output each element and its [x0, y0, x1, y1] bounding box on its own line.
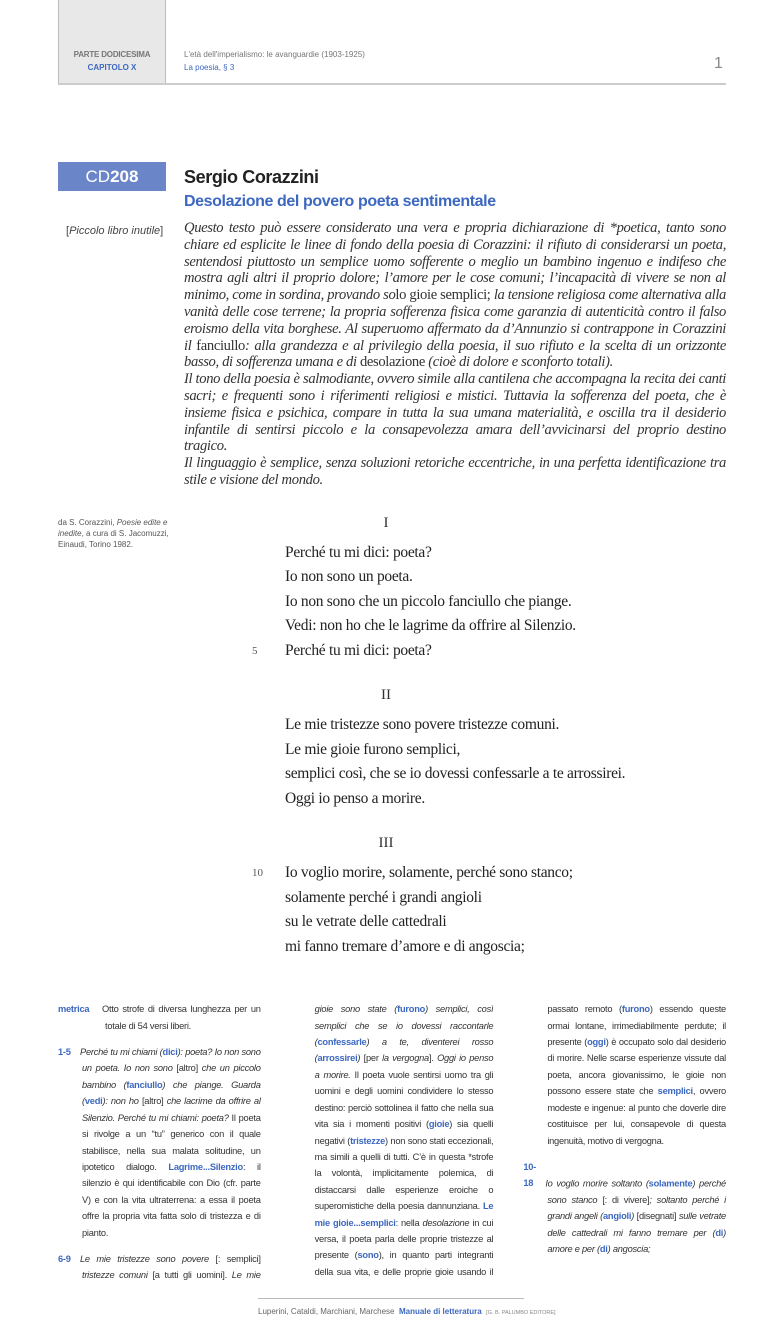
verse-row — [184, 762, 726, 787]
verse-row — [184, 639, 726, 664]
text-segment: , ovvero modeste e ingenue: al punto che doverle dire costituisce per lui, consapevole di questa ingenuità, motivo di vergogna. — [547, 1086, 726, 1146]
poem — [184, 513, 726, 982]
text-segment: [disegnati] — [636, 1211, 679, 1222]
verse-line: Io non sono un poeta. — [285, 568, 413, 586]
glossed-word: oggi — [587, 1037, 606, 1048]
text-segment: che lacrime da offrire al Silenzio. Perché tu mi chiami: poeta? — [82, 1096, 261, 1123]
verse-row — [184, 590, 726, 615]
stanza — [184, 685, 726, 811]
stanza-numeral: III — [378, 835, 394, 852]
collection-name: Piccolo libro inutile — [69, 225, 161, 237]
bracket: ] — [160, 225, 164, 237]
text-segment: [a tutti gli uomini]. — [152, 1270, 232, 1281]
glossed-word: sono — [357, 1250, 379, 1261]
text-segment: [per — [363, 1053, 383, 1064]
text-segment: ) a te, diventerei rosso ( — [314, 1037, 494, 1064]
stanza-numeral: II — [381, 687, 391, 704]
verse-line: mi fanno tremare d’amore e di angoscia; — [285, 937, 525, 955]
verse-line: Perché tu mi dici: poeta? — [285, 543, 432, 561]
verse-row — [184, 565, 726, 590]
cd-prefix: CD — [85, 167, 111, 186]
poem-row — [58, 513, 726, 982]
collection-label — [58, 220, 184, 238]
text-segment: Le mie tristezze sono povere — [80, 1253, 216, 1264]
text-segment: Io voglio morire soltanto ( — [545, 1178, 649, 1189]
footnote-label: metrica — [58, 1004, 90, 1015]
glossed-word: Le mie gioie...semplici — [314, 1201, 494, 1228]
text-segment: ) — [631, 1211, 637, 1222]
text-segment: ), in quanto parti integranti della sua vita, e delle proprie gioie usando il passato remoto ( — [314, 1004, 622, 1277]
header-divider — [58, 83, 726, 85]
text-segment: ) perché sono stanco — [547, 1178, 726, 1205]
glossed-word: Lagrime...Silenzio — [168, 1161, 243, 1172]
footer — [258, 1307, 726, 1316]
poem-title: Desolazione del povero poeta sentimentale — [184, 193, 496, 210]
text-segment: la tensione religiosa come alternativa alla vanità delle cose terrene; la propria sofferenza fisica come garanzia di autenticità contro il falso eroismo della vita borghese. Al superuomo affermato da d’Annunzio si contrappone in Corazzini il — [184, 287, 727, 354]
verse-row — [184, 935, 726, 960]
stanza — [184, 513, 726, 664]
glossed-word: angioli — [602, 1211, 632, 1222]
page-content — [58, 162, 726, 1336]
verse-row — [184, 738, 726, 763]
text-segment: [altro] — [176, 1063, 198, 1074]
verse-line: solamente perché i grandi angioli — [285, 888, 482, 906]
intro-paragraph — [184, 455, 726, 489]
intro-left — [58, 220, 184, 489]
title-right — [184, 162, 726, 212]
glossed-word: arrossirei — [317, 1053, 358, 1064]
text-segment: in cui versa, il poeta parla delle proprie tristezze al presente ( — [314, 1217, 494, 1261]
stanza-numeral: I — [383, 514, 389, 531]
footnote — [58, 1044, 261, 1241]
intro-right — [184, 220, 726, 489]
verse-line: Oggi io penso a morire. — [285, 789, 425, 807]
text-segment: la vergogna — [382, 1053, 429, 1064]
text-segment: sulle vetrate delle cattedrali mi fanno tremare per ( — [547, 1211, 726, 1238]
glossed-word: dici — [162, 1047, 178, 1058]
text-segment: ) è occupato solo dal desiderio di morire. Nelle scarse esperienze vissute dal poeta, ancora giovanissimo, le gioie non possono essere state che — [547, 1037, 726, 1097]
footnote — [58, 1001, 261, 1034]
header-part-box — [58, 0, 166, 84]
verse-row — [184, 910, 726, 935]
text-segment: Il poeta vuole sentirsi uomo tra gli uomini e degli uomini condividere lo stesso destino: perciò sottolinea il fatto che nella sua vita sia i momenti positivi ( — [314, 1069, 494, 1130]
footnote — [523, 1159, 726, 1257]
footer-divider — [258, 1298, 524, 1299]
footnote-label: 10-18 — [523, 1161, 536, 1189]
intro-paragraph — [184, 220, 726, 371]
verse-line: Io voglio morire, solamente, perché sono stanco; — [285, 864, 573, 882]
glossed-word: di — [715, 1227, 724, 1238]
text-segment: : alla grandezza e al privilegio della poesia, il suo rifiuto e la scelta di un orizzonte basso, di sofferenza umana e di — [184, 337, 726, 371]
text-segment: [altro] — [141, 1096, 164, 1107]
title-left — [58, 162, 184, 212]
text-segment: ) — [357, 1053, 364, 1064]
intro-text — [184, 220, 726, 489]
text-segment: : nella — [395, 1217, 423, 1228]
glossed-word: fanciullo — [126, 1079, 163, 1090]
poem-left — [58, 513, 184, 982]
text-segment: ): poeta? Io non sono un poeta. Io non sono — [82, 1047, 261, 1074]
verse-row — [184, 861, 726, 886]
text-segment: Otto strofe di diversa lunghezza per un totale di 54 versi liberi. — [102, 1004, 261, 1031]
verse-line: Le mie tristezze sono povere tristezze comuni. — [285, 716, 560, 734]
text-segment: Perché tu mi chiami ( — [80, 1047, 163, 1058]
cd-number: 208 — [110, 167, 139, 186]
cd-badge — [58, 162, 166, 191]
page-number: 1 — [714, 55, 723, 72]
verse-row — [184, 886, 726, 911]
footnote-label: 1-5 — [58, 1047, 71, 1058]
line-number: 5 — [252, 644, 258, 657]
line-number: 10 — [252, 867, 263, 880]
text-segment: ) sia quelli negativi ( — [314, 1119, 494, 1146]
verse-line: Vedi: non ho che le lagrime da offrire al Silenzio. — [285, 617, 576, 635]
text-segment: ) semplici, così semplici che se io dovessi raccontarle ( — [314, 1004, 494, 1048]
bracket: [ — [66, 225, 70, 237]
text-segment: ) essendo queste ormai lontane, irrimediabilmente perdute; il presente ( — [547, 1004, 726, 1048]
text-segment: Il tono della poesia è salmodiante, ovvero simile alla cantilena che accompagna la recita dei canti sacri; e frequenti sono i riferimenti religiosi e mistici. Tuttavia la sofferenza del poeta, che è insieme fisica e psichica, compare in tutta la sua umana materialità, e oscilla tra il desiderio infantile di sentirsi piccolo e la consapevolezza amara dell’avvicinarsi del proprio destino tragico. — [184, 371, 726, 455]
text-segment: Il linguaggio è semplice, senza soluzioni retoriche eccentriche, in una perfetta identificazione tra stile e visione del mondo. — [184, 455, 726, 488]
text-segment: desolazione — [422, 1217, 470, 1228]
verse-line: Perché tu mi dici: poeta? — [285, 641, 432, 659]
glossed-word: solamente — [648, 1178, 693, 1189]
text-segment: ; soltanto perché i grandi angeli ( — [547, 1194, 726, 1222]
verse-line: su le vetrate delle cattedrali — [285, 913, 447, 931]
text-segment: che un piccolo bambino ( — [82, 1063, 261, 1090]
text-segment: Oggi io penso a morire. — [314, 1053, 494, 1080]
running-title: L'età dell'imperialismo: le avanguardie (1903-1925) — [184, 50, 365, 59]
verse-line: semplici così, che se io dovessi confessarle a te arrossirei. — [285, 765, 626, 783]
footer-authors: Luperini, Cataldi, Marchiani, Marchese — [258, 1306, 395, 1316]
author-name: Sergio Corazzini — [184, 167, 319, 187]
text-segment: [: di vivere] — [602, 1194, 650, 1205]
footer-book: Manuale di letteratura — [398, 1306, 482, 1316]
text-segment: ) non sono stati eccezionali, ma simili a quelli di tutti. C’è in questa *strofe la volontà, implicitamente polemica, di distaccarsi dalle esperienze eroiche o superomistiche della poesia dannunziana. — [314, 1135, 494, 1212]
text-segment: lo gioie semplici; — [395, 287, 491, 304]
text-segment: ): non ho — [102, 1096, 142, 1107]
text-segment: tristezze comuni — [82, 1270, 153, 1281]
footnote-label: 6-9 — [58, 1253, 71, 1264]
section-label: La poesia, § 3 — [184, 63, 235, 72]
text-segment: [: semplici] — [215, 1253, 261, 1264]
text-segment: ]. — [428, 1053, 438, 1064]
verse-line: Io non sono che un piccolo fanciullo che piange. — [285, 592, 572, 610]
verse-line: Le mie gioie furono semplici, — [285, 740, 461, 758]
glossed-word: gioie — [428, 1119, 450, 1130]
text-segment: ) angoscia; — [607, 1243, 651, 1254]
intro-row — [58, 220, 726, 489]
text-segment: ) amore e per ( — [547, 1227, 726, 1254]
verse-row — [184, 787, 726, 812]
text-segment: Il poeta si rivolge a un “tu” generico con il quale stabilisce, nella sua malata solitudine, un ipotetico dialogo. — [82, 1112, 261, 1172]
glossed-word: furono — [621, 1004, 650, 1015]
text-segment: ) che piange. Guarda ( — [82, 1079, 261, 1107]
verse-row — [184, 541, 726, 566]
text-segment: (cioè di dolore e sconforto totali). — [425, 354, 613, 371]
footer-publisher: [G. B. PALUMBO EDITORE] — [486, 1309, 556, 1316]
footer-area — [58, 1298, 726, 1336]
glossed-word: furono — [397, 1004, 426, 1015]
intro-paragraph — [184, 371, 726, 455]
source-title: Poesie edite e inedite — [58, 517, 168, 538]
text-segment: desolazione — [359, 354, 425, 371]
glossed-word: semplici — [657, 1086, 693, 1097]
text-segment: fanciullo — [196, 337, 245, 354]
glossed-word: di — [599, 1243, 608, 1254]
source-pre: da S. Corazzini, — [58, 517, 117, 527]
footnotes — [58, 1001, 726, 1284]
chapter-label: CAPITOLO X — [87, 63, 137, 72]
verse-row — [184, 614, 726, 639]
glossed-word: confessarle — [317, 1037, 367, 1048]
text-segment: Le mie gioie sono state ( — [231, 1004, 398, 1281]
glossed-word: vedi — [84, 1096, 103, 1107]
stanza — [184, 833, 726, 959]
verse-row — [184, 713, 726, 738]
source-post: , a cura di S. Jacomuzzi, Einaudi, Torino 1982. — [58, 528, 169, 549]
part-label: PARTE DODICESIMA — [73, 50, 151, 59]
title-row — [58, 162, 726, 212]
glossed-word: tristezze — [350, 1135, 386, 1146]
text-segment: : il silenzio è qui identificabile con Dio (cfr. parte V) e con la vita ultraterrena: a essa il poeta offre la propria vita fatta solo di tristezza e di pianto. — [82, 1161, 261, 1238]
text-segment: Questo testo può essere considerato una vera e propria dichiarazione di *poetica, tanto sono chiare ed esplicite le linee di fondo della poesia di Corazzini: il rifiuto di considerarsi un poeta, sentendosi piuttosto un semplice uomo sofferente o meglio un bambino ingenuo e indifeso che mostra agli altri il proprio dolore; l’amore per le cose comuni; l’incapacità di vivere se non al minimo, come in sordina, provando so — [184, 220, 726, 304]
